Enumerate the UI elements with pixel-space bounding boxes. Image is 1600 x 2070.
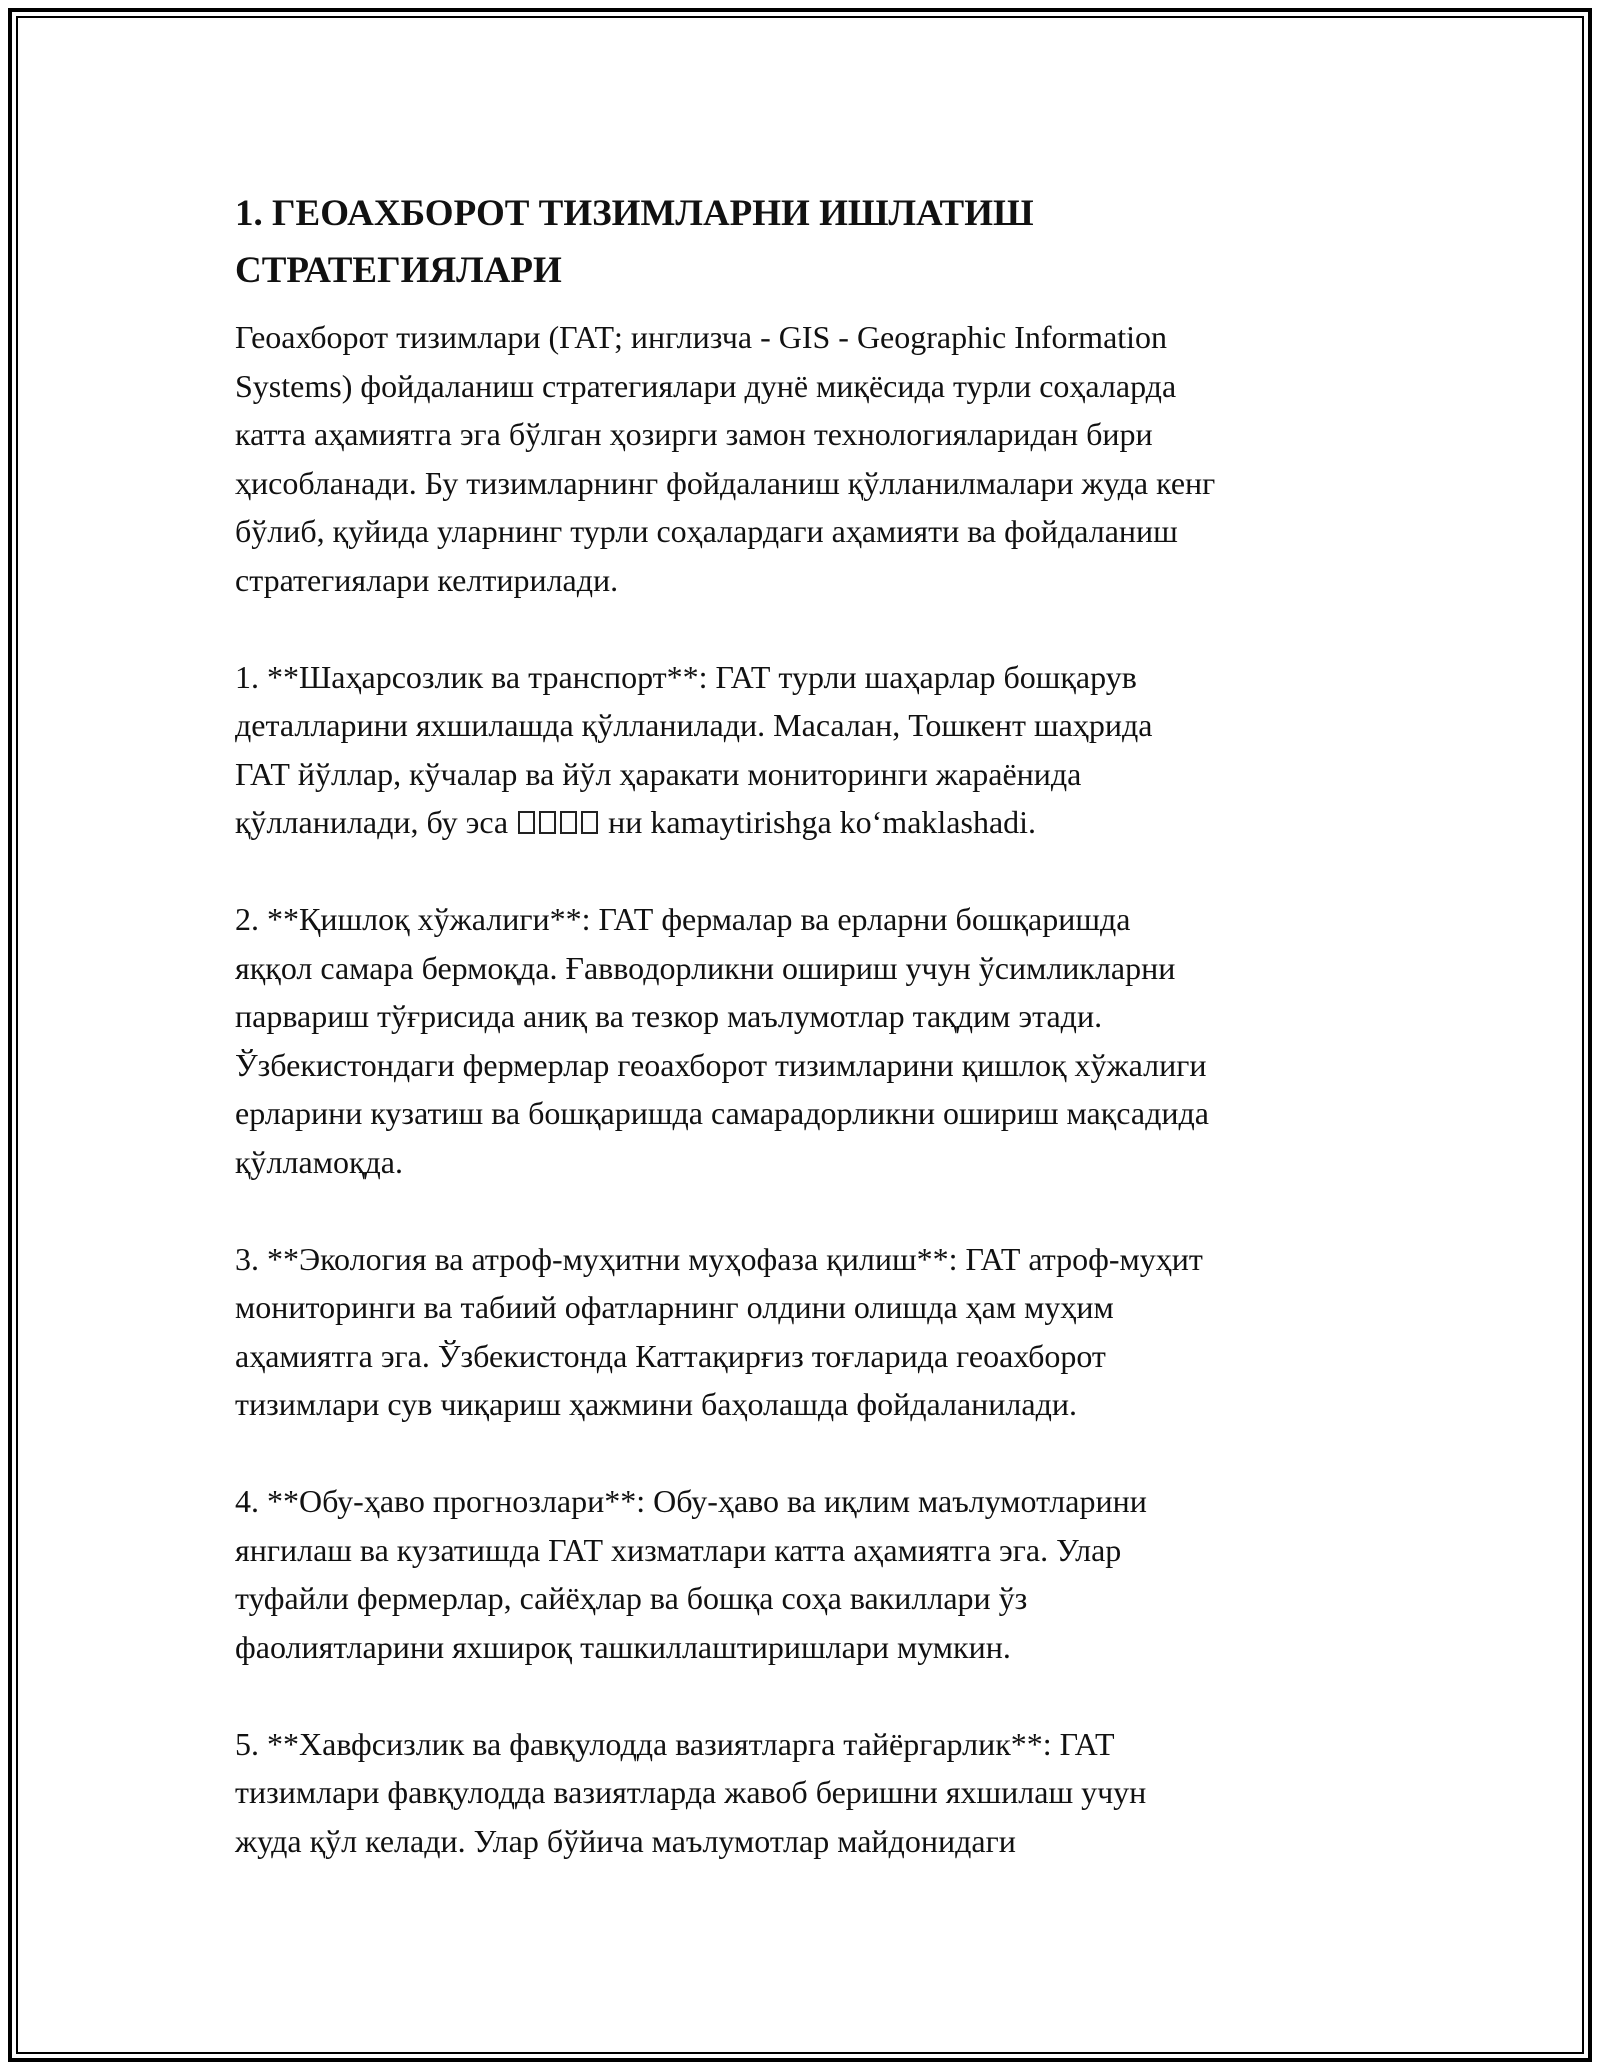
text-line: бўлиб, қуйида уларнинг турли соҳалардаги аҳамияти ва фойдаланиш xyxy=(235,513,1178,549)
text-line: 5. **Хавфсизлик ва фавқулодда вазиятларга тайёргарлик**: ГАТ xyxy=(235,1725,1115,1762)
document-body xyxy=(235,185,1370,1914)
document-title xyxy=(235,185,1370,299)
text-line: тизимлари сув чиқариш ҳажмини баҳолашда фойдаланилади. xyxy=(235,1386,1077,1422)
list-item-urban-transport xyxy=(235,653,1370,847)
list-item-safety xyxy=(235,1720,1370,1866)
text-line: туфайли фермерлар, сайёҳлар ва бошқа соҳа вакиллари ўз xyxy=(235,1580,1028,1616)
text-line: 1. **Шаҳарсозлик ва транспорт**: ГАТ турли шаҳарлар бошқарув xyxy=(235,658,1137,695)
missing-glyph-box xyxy=(560,811,577,834)
text-line: ГАТ йўллар, кўчалар ва йўл ҳаракати мониторинги жараёнида xyxy=(235,755,1082,792)
text-line: ҳисобланади. Бу тизимларнинг фойдаланиш қўлланилмалари жуда кенг xyxy=(235,464,1216,501)
title-line: 1. ГЕОАХБОРОТ ТИЗИМЛАРНИ ИШЛАТИШ xyxy=(235,193,1034,234)
text-line: Геоахборот тизимлари (ГАТ; инглизча - GIS - Geographic Information xyxy=(235,319,1168,355)
text-line: янгилаш ва кузатишда ГАТ хизматлари катта аҳамиятга эга. Улар xyxy=(235,1531,1122,1568)
list-item-agriculture xyxy=(235,895,1370,1186)
text-line: парвариш тўғрисида аниқ ва тезкор маълумотлар тақдим этади. xyxy=(235,998,1103,1034)
text-line: 4. **Обу-ҳаво прогнозлари**: Обу-ҳаво ва иқлим маълумотларини xyxy=(235,1483,1147,1519)
text-line: стратегиялари келтирилади. xyxy=(235,561,619,598)
text-line: Ўзбекистондаги фермерлар геоахборот тизимларини қишлоқ хўжалиги xyxy=(235,1046,1207,1083)
list-item-weather xyxy=(235,1477,1370,1671)
text-line: тизимлари фавқулодда вазиятларда жавоб беришни яхшилаш учун xyxy=(235,1774,1147,1810)
text-fragment: ни kamaytirishga koʻmaklashadi. xyxy=(608,804,1037,840)
text-line: яққол самара бермоқда. Ғавводорликни ошириш учун ўсимликларни xyxy=(235,949,1176,986)
text-line: мониторинги ва табиий офатларнинг олдини олишда ҳам муҳим xyxy=(235,1289,1114,1325)
text-line: аҳамиятга эга. Ўзбекистонда Каттақирғиз тоғларида геоахборот xyxy=(235,1337,1106,1374)
list-item-ecology xyxy=(235,1235,1370,1429)
title-line: СТРАТЕГИЯЛАРИ xyxy=(235,250,562,291)
text-line: Systems) фойдаланиш стратегиялари дунё миқёсида турли соҳаларда xyxy=(235,367,1177,404)
text-line xyxy=(235,798,1370,847)
missing-glyph-box xyxy=(518,811,535,834)
text-line: ерларини кузатиш ва бошқаришда самарадорликни ошириш мақсадида xyxy=(235,1095,1209,1131)
text-line: деталларини яхшилашда қўлланилади. Масалан, Тошкент шаҳрида xyxy=(235,707,1153,743)
text-line: фаолиятларини яхшироқ ташкиллаштиришлари мумкин. xyxy=(235,1628,1011,1665)
text-line: жуда қўл келади. Улар бўйича маълумотлар майдонидаги xyxy=(235,1822,1016,1859)
intro-paragraph xyxy=(235,313,1370,604)
text-line: қўлламоқда. xyxy=(235,1143,403,1180)
text-line: катта аҳамиятга эга бўлган ҳозирги замон технологияларидан бири xyxy=(235,416,1153,452)
text-line: 2. **Қишлоқ хўжалиги**: ГАТ фермалар ва ерларни бошқаришда xyxy=(235,901,1131,937)
text-line: 3. **Экология ва атроф-муҳитни муҳофаза қилиш**: ГАТ атроф-муҳит xyxy=(235,1240,1203,1277)
missing-glyph-box xyxy=(581,811,598,834)
missing-glyph-box xyxy=(539,811,556,834)
text-fragment: қўлланилади, бу эса xyxy=(235,804,509,840)
